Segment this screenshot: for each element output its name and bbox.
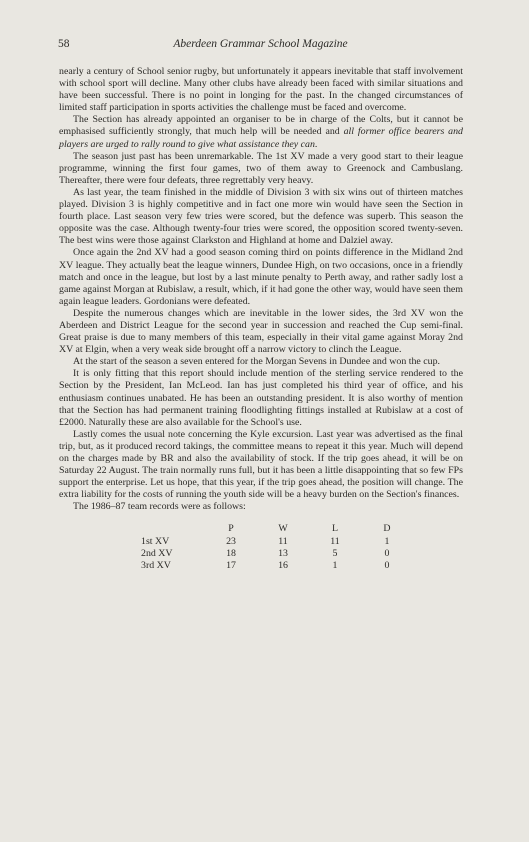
page-number: 58 xyxy=(58,38,70,50)
paragraph-3: The season just past has been unremarkable. The 1st XV made a very good start to their league programme, winning the first four games, two of them away to Greenock and Cambuslang. Thereafter, there were four defeats, three regrettably very heavy. xyxy=(59,150,463,186)
col-drawn: D xyxy=(383,523,391,535)
col-lost: L xyxy=(331,523,339,535)
paragraph-8: It is only fitting that this report should include mention of the sterling service rendered to the Section by the President, Ian McLeod. Ian has just completed his third year of office, and his enthusiasm continues unabated. He has been an outstanding president. It is also worthy of mention that the Section has had permanent training floodlighting fittings installed at Rubislaw at a cost of £2000. Naturally these are also available for the School's use. xyxy=(59,368,463,428)
page-header xyxy=(58,38,463,54)
magazine-title: Aberdeen Grammar School Magazine xyxy=(173,38,348,50)
col-played: P xyxy=(228,523,234,535)
team-records-table xyxy=(141,523,413,572)
team-name: 2nd XV xyxy=(141,548,173,560)
table-row: 3rd XV 17 16 1 0 xyxy=(141,560,390,572)
paragraph-5: Once again the 2nd XV had a good season coming third on points difference in the Midland 2nd XV league. They actually beat the league winners, Dundee High, on two occasions, once in a friendly match and once in the league, but lost by a last minute penalty to Perth away, and rather sadly lost a game against Morgan at Rubislaw, a result, which, if it had gone the other way, would have seen them again league leaders. Gordonians were defeated. xyxy=(59,247,463,307)
paragraph-10: The 1986–87 team records were as follows: xyxy=(73,501,246,513)
paragraph-7: At the start of the season a seven entered for the Morgan Sevens in Dundee and won the cup. xyxy=(73,356,441,368)
col-won: W xyxy=(278,523,288,535)
table-row: 2nd XV 18 13 5 0 xyxy=(141,548,390,560)
team-name: 3rd XV xyxy=(141,560,171,572)
article-body xyxy=(59,66,463,573)
table-row: 1st XV 23 11 11 1 xyxy=(141,535,390,547)
paragraph-9: Lastly comes the usual note concerning the Kyle excursion. Last year was advertised as the final trip, but, as it produced record takings, the committee means to repeat it this year. Much will depend on the charges made by BR and also the availability of stock. If the trip goes ahead, it will be on Saturday 22 August. The train normally runs full, but it has been a little disappointing that so few FPs support the enterprise. Let us hope, that this year, if the trip goes ahead, the position will change. The extra liability for the costs of running the youth side will be a heavy burden on the Section's finances. xyxy=(59,428,463,501)
team-name: 1st XV xyxy=(141,535,170,547)
table-header-row xyxy=(141,523,413,535)
appeal-emphasis: all former office bearers and players are urged to rally round to give what assistance they can xyxy=(59,126,463,150)
paragraph-6: Despite the numerous changes which are inevitable in the lower sides, the 3rd XV won the Aberdeen and District League for the second year in succession and reached the Cup semi-final. Great praise is due to many members of this team, especially in their vital game against Moray 2nd XV at Elgin, when a very weak side brought off a narrow victory to clinch the League. xyxy=(59,307,463,356)
paragraph-4: As last year, the team finished in the middle of Division 3 with six wins out of thirteen matches played. Division 3 is highly competitive and in fact one more win would have seen the Section in fourth place. Last season very few tries were scored, but the defence was superb. This season the opposite was the case. Although twenty-four tries were scored, the opposition scored twenty-seven. The best wins were those against Clarkston and Highland at home and Dalziel away. xyxy=(59,186,463,247)
paragraph-2: The Section has already appointed an organiser to be in charge of the Colts, but it cannot be emphasised sufficiently strongly, that much help will be needed and all former office bearers and players are urged to rally round to give what assistance they can. xyxy=(59,114,463,150)
paragraph-1: nearly a century of School senior rugby, but unfortunately it appears inevitable that staff involvement with school sport will decline. Many other clubs have already been faced with similar situations and have been successful. There is no point in longing for the past. In the changed circumstances of limited staff participation in sports activities the challenge must be faced and overcome. xyxy=(59,66,463,114)
